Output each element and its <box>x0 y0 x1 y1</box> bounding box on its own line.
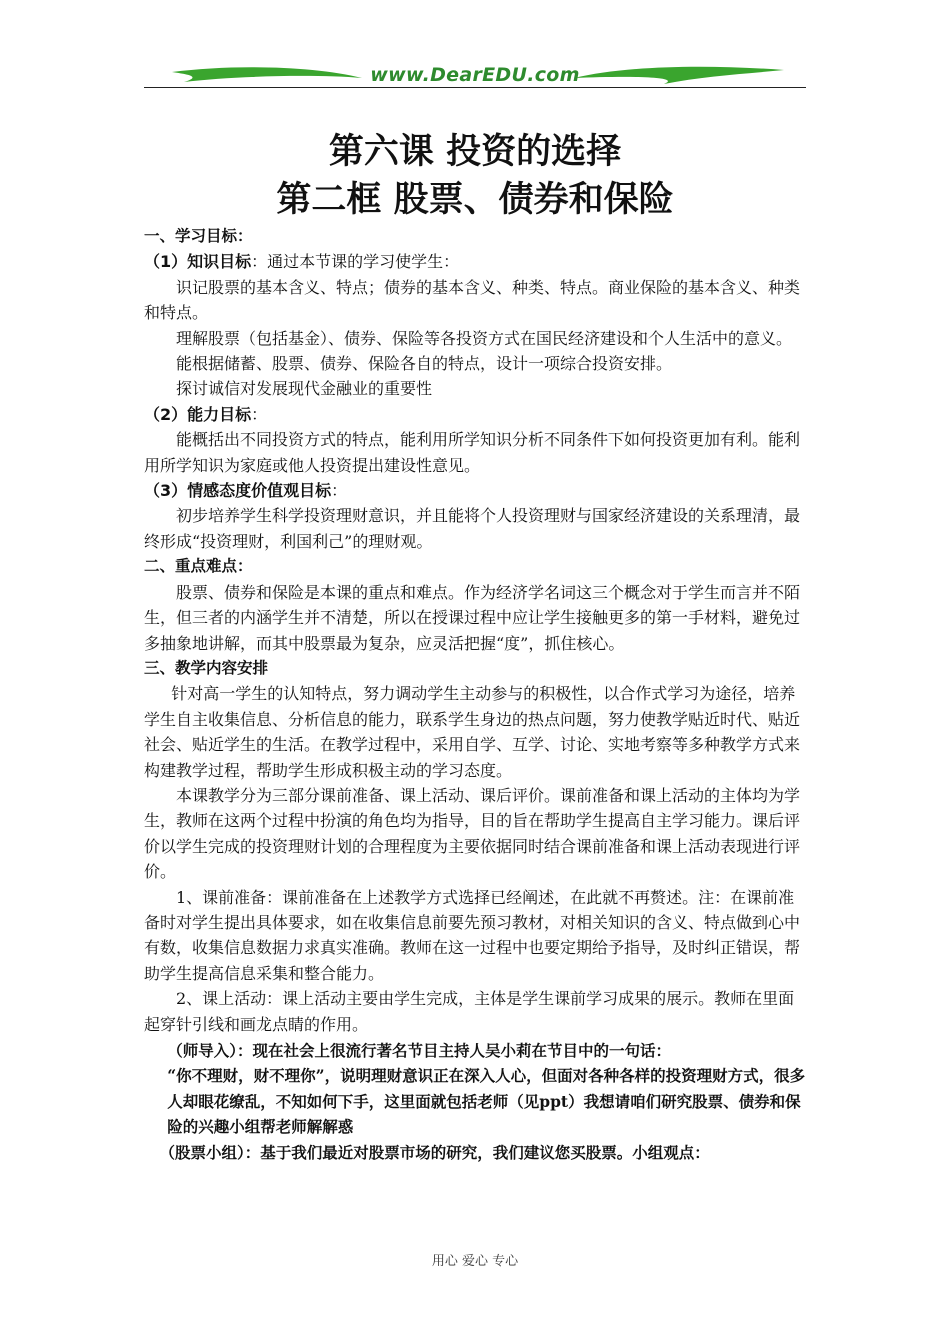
attitude-goal-text: ： <box>331 481 348 501</box>
paragraph: 股票、债券和保险是本课的重点和难点。作为经济学名词这三个概念对于学生而言并不陌生，但三者的内涵学生并不清楚，所以在授课过程中应让学生接触更多的第一手材料，避免过多抽象地讲解，而其中股票最为复杂，应灵活把握“度”，抓住核心。 <box>144 582 801 653</box>
heading-key-points: 二、重点难点： <box>144 557 253 576</box>
paragraph: 理解股票（包括基金）、债券、保险等各投资方式在国民经济建设和个人生活中的意义。 <box>176 328 793 348</box>
knowledge-goal-text: ：通过本节课的学习使学生： <box>251 252 460 272</box>
ability-goal-line <box>144 402 808 427</box>
paragraph: 本课教学分为三部分课前准备、课上活动、课后评价。课前准备和课上活动的主体均为学生，教师在这两个过程中扮演的角色均为指导，目的旨在帮助学生提高自主学习能力。课后评价以学生完成的投资理财计划的合理程度为主要依据同时结合课前准备和课上活动表现进行评价。 <box>144 785 801 882</box>
page-header <box>144 62 806 92</box>
document-body <box>144 224 808 1165</box>
heading-teaching-content: 三、教学内容安排 <box>144 658 269 677</box>
paragraph: 探讨诚信对发展现代金融业的重要性 <box>176 379 433 399</box>
paragraph: 2、课上活动：课上活动主要由学生完成，主体是学生课前学习成果的展示。教师在里面起穿针引线和画龙点睛的作用。 <box>144 989 795 1034</box>
header-divider <box>144 87 806 88</box>
teacher-intro-line: （师导入）：现在社会上很流行著名节目主持人吴小莉在节目中的一句话： <box>167 1041 672 1060</box>
site-logo-text: www.DearEDU.com <box>370 64 580 86</box>
attitude-goal-label: （3）情感态度价值观目标 <box>144 481 332 501</box>
ability-goal-text: ： <box>251 404 268 424</box>
attitude-goal-line <box>144 478 808 503</box>
paragraph: 能根据储蓄、股票、债券、保险各自的特点，设计一项综合投资安排。 <box>176 354 673 374</box>
heading-learning-goals: 一、学习目标： <box>144 227 253 245</box>
paragraph: 识记股票的基本含义、特点；债券的基本含义、种类、特点。商业保险的基本含义、种类和特点。 <box>144 277 801 323</box>
paragraph: 能概括出不同投资方式的特点，能利用所学知识分析不同条件下如何投资更加有利。能利用所学知识为家庭或他人投资提出建设性意见。 <box>144 430 801 475</box>
lesson-title: 第六课 投资的选择 <box>328 132 622 172</box>
section-title: 第二框 股票、债券和保险 <box>276 180 674 220</box>
ability-goal-label: （2）能力目标 <box>144 404 252 424</box>
stock-group-line: （股票小组）：基于我们最近对股票市场的研究，我们建议您买股票。小组观点： <box>159 1142 710 1162</box>
teacher-intro-text: “你不理财，财不理你”，说明理财意识正在深入人心，但面对各种各样的投资理财方式，很多人却眼花缭乱，不知如何下手，这里面就包括老师（见ppt）我想请咱们研究股票、债券和保险的兴趣小组帮老师解解惑 <box>167 1066 806 1137</box>
paragraph: 针对高一学生的认知特点，努力调动学生主动参与的积极性，以合作式学习为途径，培养学生自主收集信息、分析信息的能力，联系学生身边的热点问题，努力使教学贴近时代、贴近社会、贴近学生的生活。在教学过程中，采用自学、互学、讨论、实地考察等多种教学方式来构建教学过程，帮助学生形成积极主动的学习态度。 <box>144 684 801 780</box>
paragraph: 初步培养学生科学投资理财意识，并且能将个人投资理财与国家经济建设的关系理清，最终形成“投资理财，利国利己”的理财观。 <box>144 506 801 551</box>
knowledge-goal-line <box>144 249 808 274</box>
paragraph: 1、课前准备：课前准备在上述教学方式选择已经阐述，在此就不再赘述。注：在课前准备时对学生提出具体要求，如在收集信息前要先预习教材，对相关知识的含义、特点做到心中有数，收集信息数据力求真实准确。教师在这一过程中也要定期给予指导，及时纠正错误，帮助学生提高信息采集和整合能力。 <box>144 887 801 983</box>
page-footer: 用心 爱心 专心 <box>431 1254 519 1269</box>
knowledge-goal-label: （1）知识目标 <box>144 252 252 272</box>
